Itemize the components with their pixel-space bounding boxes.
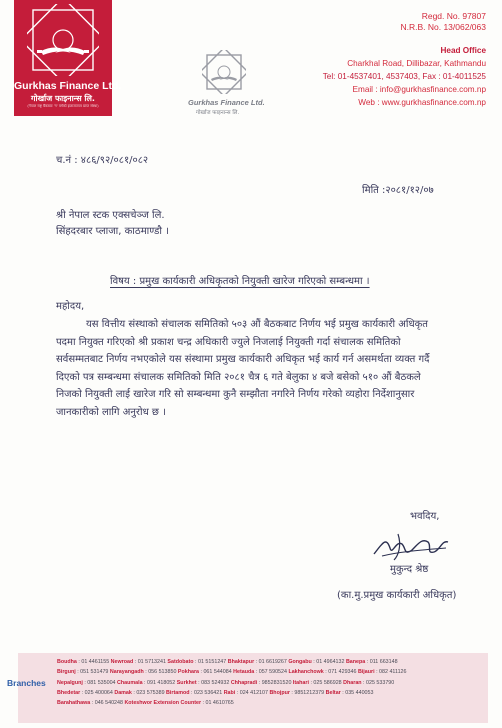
branch-phone: : 025 400064 (80, 689, 115, 696)
branch-name: Narayangadh (109, 669, 144, 676)
branch-row (57, 657, 487, 667)
branch-row (57, 698, 487, 708)
branch-phone: : 01 4610765 (201, 700, 234, 707)
body-line: सर्वसम्मतबाट निर्णय नभएकोले यस संस्थामा प्रमुख कार्यकारी अधिकृत भई कार्य गर्न असमर्थता व्यक्त गर्दै (56, 354, 430, 365)
body-line: पदमा नियुक्त गरिएको श्री प्रकाश चन्द्र अधिकारी ज्युले निजलाई नियुक्ती गर्दा संचालक समितिको (56, 336, 401, 348)
branch-phone: : 024 412107 (235, 689, 270, 696)
letter-subject: विषय : प्रमुख कार्यकारी अधिकृतको नियुक्ती खारेज गरिएको सम्बन्धमा । (110, 276, 370, 287)
branch-name: Chaumala (117, 679, 143, 686)
branch-row (57, 688, 487, 698)
body-line: यस वित्तीय संस्थाको संचालक समितिको ५०३ औं बैठकबाट निर्णय भई प्रमुख कार्यकारी अधिकृत (86, 319, 429, 330)
branch-name: Koteshwor Extension Counter (124, 700, 202, 707)
branch-phone: : 083 524932 (196, 679, 231, 686)
branch-name: Beltar (325, 689, 341, 696)
salutation: महोदय, (56, 301, 85, 312)
branch-phone: : 023 575389 (131, 689, 167, 696)
body-line: जानकारीको लागि अनुरोध छ । (56, 406, 166, 418)
branch-phone: : 051 531479 (75, 669, 110, 676)
addressee-name: श्री नेपाल स्टक एक्सचेञ्ज लि. (56, 210, 165, 221)
watermark-company-name: Gurkhas Finance Ltd. (188, 98, 265, 107)
branch-phone: : 035 440053 (340, 689, 374, 696)
branch-phone: : 01 6619267 (254, 659, 289, 665)
branch-name: Chhapradi (230, 679, 258, 686)
branch-name: Boudha (57, 659, 77, 665)
head-office-block (323, 44, 486, 109)
branch-phone: : 011 663148 (365, 659, 398, 665)
branch-list (57, 657, 487, 708)
khukuri-emblem-icon (27, 4, 99, 76)
watermark-emblem-icon (202, 50, 246, 94)
branch-phone: : 091 418052 (142, 679, 177, 686)
branch-name: Bijauri (357, 669, 375, 676)
branch-name: Damak (114, 689, 132, 696)
branch-phone: : 9851212379 (289, 689, 326, 696)
branch-name: Gongabu (288, 659, 312, 665)
head-office-address: Charkhal Road, Dillibazar, Kathmandu (347, 59, 486, 68)
branch-phone: : 025 586928 (308, 679, 344, 686)
branch-name: Satdobato (167, 659, 194, 665)
registration-block (400, 11, 486, 33)
head-office-title: Head Office (440, 46, 486, 55)
nrb-no: N.R.B. No. 13/062/063 (400, 22, 486, 32)
branch-name: Hetauda (233, 669, 255, 676)
branch-phone: : 01 4461155 (76, 659, 111, 665)
branch-name: Surkhet (176, 679, 197, 686)
branch-name: Dharan (343, 679, 362, 686)
branch-phone: : 01 5713241 (133, 659, 168, 665)
branch-name: Birgunj (57, 669, 76, 676)
branch-phone: : 057 590524 (254, 669, 289, 676)
body-line: निजको नियुक्ती लाई खारेज गरि सो सम्बन्धमा कुनै सम्झौता नगरिने निर्णय गरेको व्यहोरा निर्देशानुसार (56, 389, 415, 400)
reference-number: च.नं : ४८६/९२/०८१/०८२ (56, 155, 149, 166)
head-office-email[interactable]: Email : info@gurkhasfinance.com.np (352, 85, 486, 94)
branch-name: Itahari (292, 679, 309, 686)
branch-name: Barahathawa (57, 700, 91, 707)
branch-name: Bhojpur (269, 689, 290, 696)
branch-phone: : 01 4964132 (311, 659, 346, 665)
logo-company-name: Gurkhas Finance Ltd. (14, 80, 122, 92)
signer-name: मुकुन्द श्रेष्ठ (390, 564, 429, 575)
company-logo (14, 0, 122, 116)
head-office-web[interactable]: Web : www.gurkhasfinance.com.np (358, 98, 486, 107)
addressee-address: सिंहदरबार प्लाजा, काठमाण्डौ । (56, 226, 169, 237)
branch-name: Bhaktapur (227, 659, 255, 665)
watermark-company-name-nepali: गोर्खाज फाइनान्स लि. (196, 110, 240, 116)
branch-phone: : 046 540248 (90, 700, 125, 707)
branch-phone: : 081 535004 (82, 679, 118, 686)
head-office-tel: Tel: 01-4537401, 4537403, Fax : 01-4011525 (322, 72, 486, 81)
branch-name: Nepalgunj (57, 679, 83, 686)
logo-tagline: (नेपाल राष्ट्र बैंकबाट 'ग' वर्गको इजाजतपत्र प्राप्त संस्था) (27, 104, 99, 108)
branch-row (57, 678, 487, 688)
branch-phone: : 025 533790 (361, 679, 395, 686)
signature-icon (368, 526, 454, 566)
branches-label: Branches (7, 678, 46, 688)
branch-name: Newroad (110, 659, 134, 665)
branch-name: Birtamod (166, 689, 190, 696)
branch-phone: : 01 5151247 (193, 659, 228, 665)
branch-name: Bhedetar (57, 689, 81, 696)
signer-designation: (का.मु.प्रमुख कार्यकारी अधिकृत) (337, 590, 457, 601)
branch-phone: : 9852831520 (257, 679, 293, 686)
branch-phone: : 071 429346 (323, 669, 358, 676)
addressee (56, 208, 169, 240)
branch-name: Lakhanchowk (288, 669, 324, 676)
branch-phone: : 023 536421 (189, 689, 224, 696)
closing: भवदिय, (410, 511, 440, 522)
branch-name: Banepa (345, 659, 366, 665)
regd-no: Regd. No. 97807 (421, 11, 486, 21)
branch-phone: : 056 513850 (143, 669, 178, 676)
logo-company-name-nepali: गोर्खाज फाइनान्स लि. (31, 94, 95, 103)
branch-name: Pokhara (177, 669, 199, 676)
branch-row (57, 667, 487, 677)
branch-phone: : 082 411126 (374, 669, 407, 676)
branch-phone: : 061 544084 (199, 669, 234, 676)
letter-date: मिति :२०८१/१२/०७ (362, 185, 434, 196)
letter-body (56, 316, 460, 421)
branch-name: Rabi (223, 689, 236, 696)
body-line: दिएको पत्र सम्बन्धमा संचालक समितिको मिति २०८१ चैत्र ६ गते बेलुका ४ बजे बसेको ५१० औं बैठकले (56, 371, 421, 383)
